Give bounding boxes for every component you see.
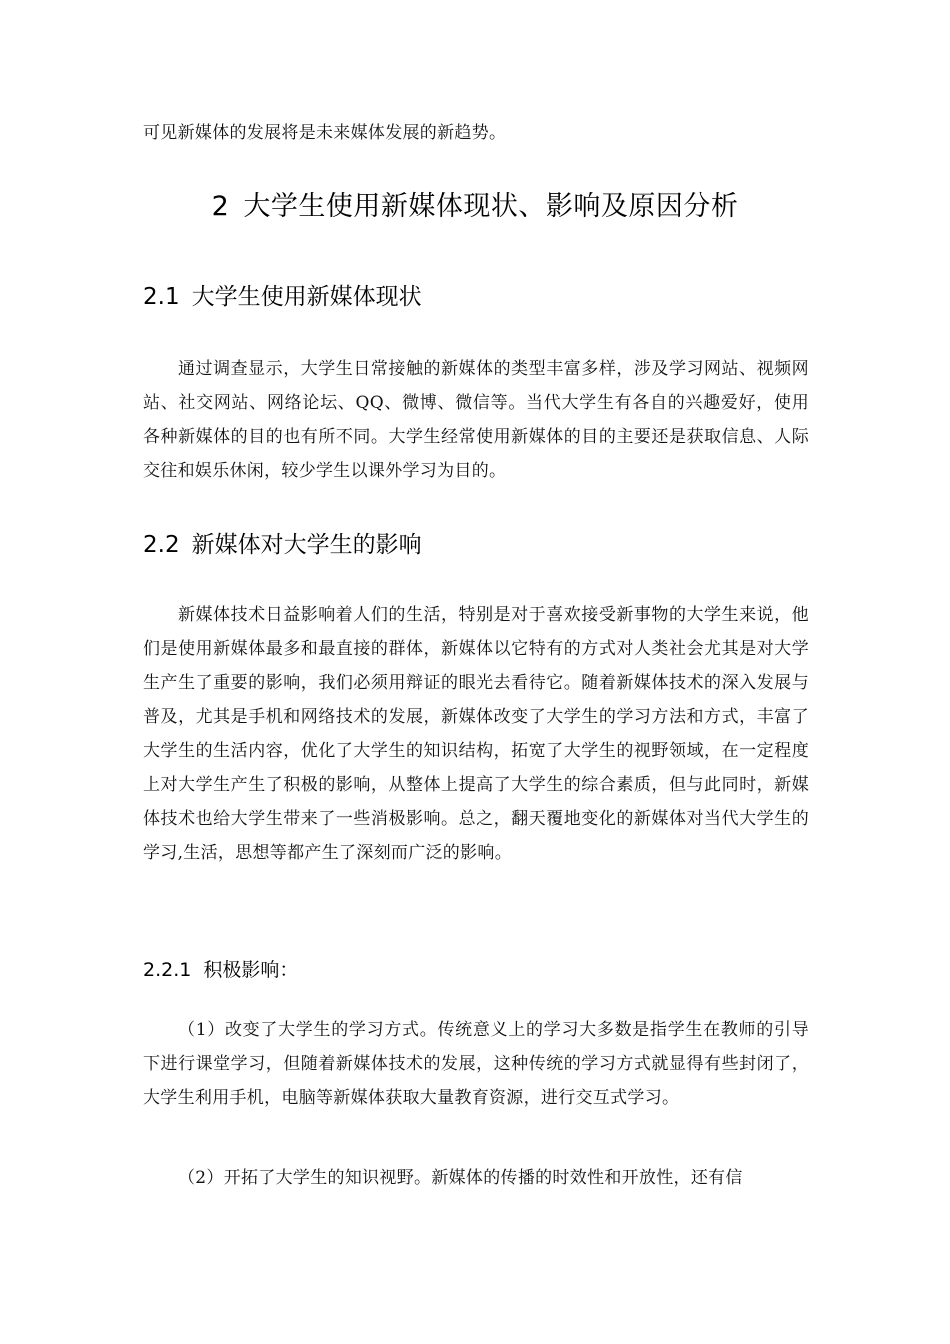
chapter-number: 2: [211, 191, 230, 222]
chapter-heading: [0, 187, 950, 227]
intro-paragraph: [143, 116, 809, 150]
section-2-2-1-heading: [143, 955, 809, 985]
section-2-2-1-number: 2.2.1: [143, 959, 192, 981]
section-2-1-number: 2.1: [143, 284, 180, 310]
section-2-2-paragraph: 新媒体技术日益影响着人们的生活，特别是对于喜欢接受新事物的大学生来说，他们是使用新媒体最多和最直接的群体，新媒体以它特有的方式对人类社会尤其是对大学生产生了重要的影响，我们必须用辩证的眼光去看待它。随着新媒体技术的深入发展与普及，尤其是手机和网络技术的发展，新媒体改变了大学生的学习方法和方式，丰富了大学生的生活内容，优化了大学生的知识结构，拓宽了大学生的视野领域，在一定程度上对大学生产生了积极的影响，从整体上提高了大学生的综合素质，但与此同时，新媒体技术也给大学生带来了一些消极影响。总之，翻天覆地变化的新媒体对当代大学生的学习,生活，思想等都产生了深刻而广泛的影响。: [143, 605, 809, 863]
list-item-2: （2）开拓了大学生的知识视野。新媒体的传播的时效性和开放性，还有信: [178, 1168, 743, 1188]
section-2-2-heading: [143, 528, 809, 562]
section-2-2-number: 2.2: [143, 532, 180, 558]
section-2-2-title: 新媒体对大学生的影响: [191, 532, 422, 558]
chapter-title: 大学生使用新媒体现状、影响及原因分析: [243, 191, 739, 222]
section-2-1-title: 大学生使用新媒体现状: [191, 284, 422, 310]
section-2-2-1-title: 积极影响：: [203, 959, 299, 981]
section-2-1-heading: [143, 280, 809, 314]
intro-text: 可见新媒体的发展将是未来媒体发展的新趋势。: [143, 123, 507, 143]
section-2-1-paragraph: 通过调查显示，大学生日常接触的新媒体的类型丰富多样，涉及学习网站、视频网站、社交网站、网络论坛、QQ、微博、微信等。当代大学生有各自的兴趣爱好，使用各种新媒体的目的也有所不同。大学生经常使用新媒体的目的主要还是获取信息、人际交往和娱乐休闲，较少学生以课外学习为目的。: [143, 359, 809, 481]
list-item-1: （1）改变了大学生的学习方式。传统意义上的学习大多数是指学生在教师的引导下进行课堂学习，但随着新媒体技术的发展，这种传统的学习方式就显得有些封闭了，大学生利用手机，电脑等新媒体获取大量教育资源，进行交互式学习。: [143, 1020, 809, 1108]
